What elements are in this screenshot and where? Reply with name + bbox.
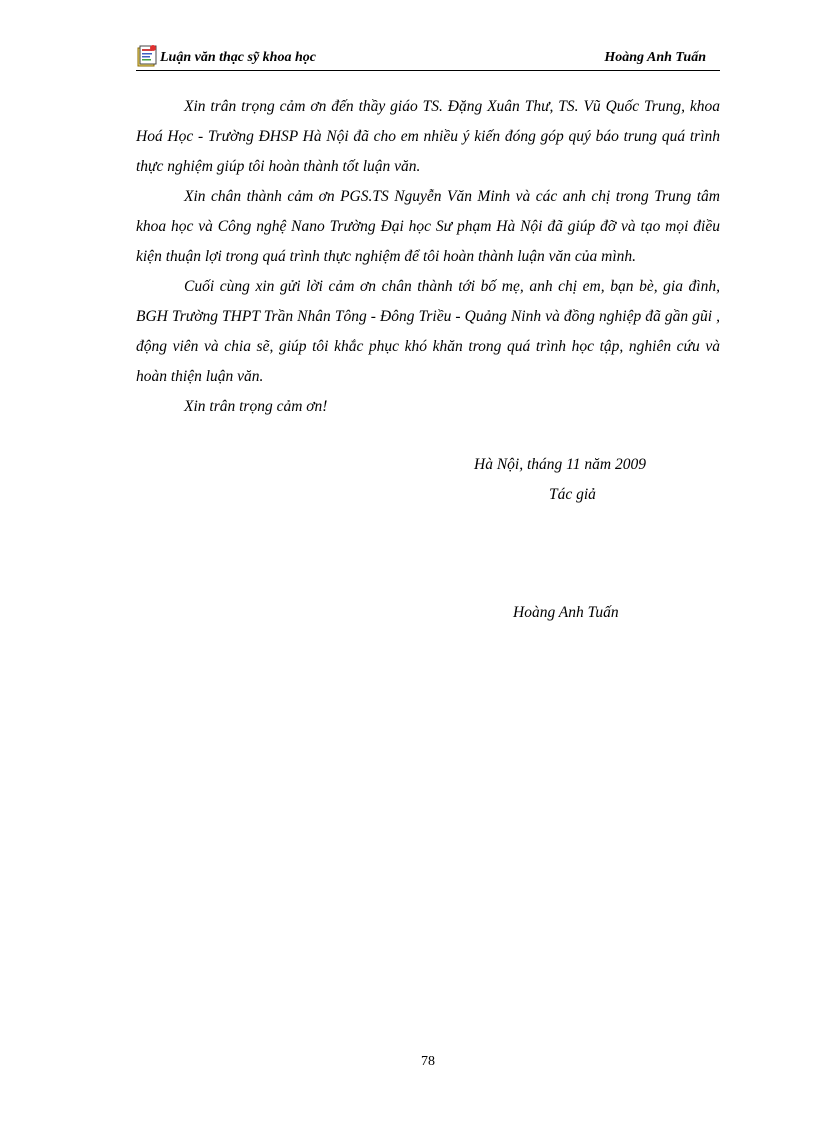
author-role: Tác giả [549,486,596,503]
acknowledgement-body [136,92,720,422]
paragraph-family: Cuối cùng xin gửi lời cảm ơn chân thành tới bố mẹ, anh chị em, bạn bè, gia đình, BGH Trường THPT Trần Nhân Tông - Đông Triều - Quảng Ninh và đồng nghiệp đã gần gũi , động viên và chia sẽ, giúp tôi khắc phục khó khăn trong quá trình học tập, nghiên cứu và hoàn thiện luận văn. [136,278,720,385]
place-date: Hà Nội, tháng 11 năm 2009 [474,456,646,473]
page-header [136,42,720,71]
book-logo-icon [136,44,158,68]
author-name: Hoàng Anh Tuấn [513,604,619,621]
paragraph-thanks: Xin trân trọng cảm ơn! [184,398,328,415]
header-title: Luận văn thạc sỹ khoa học [160,50,316,65]
paragraph-nano-center: Xin chân thành cảm ơn PGS.TS Nguyễn Văn Minh và các anh chị trong Trung tâm khoa học và Công nghệ Nano Trường Đại học Sư phạm Hà Nội đã giúp đỡ và tạo mọi điều kiện thuận lợi trong quá trình thực nghiệm để tôi hoàn thành luận văn của mình. [136,188,720,265]
paragraph-teachers: Xin trân trọng cảm ơn đến thầy giáo TS. Đặng Xuân Thư, TS. Vũ Quốc Trung, khoa Hoá Học - Trường ĐHSP Hà Nội đã cho em nhiều ý kiến đóng góp quý báo trung quá trình thực nghiệm giúp tôi hoàn thành tốt luận văn. [136,98,720,175]
page-number: 78 [421,1054,435,1069]
header-author: Hoàng Anh Tuấn [604,50,706,65]
